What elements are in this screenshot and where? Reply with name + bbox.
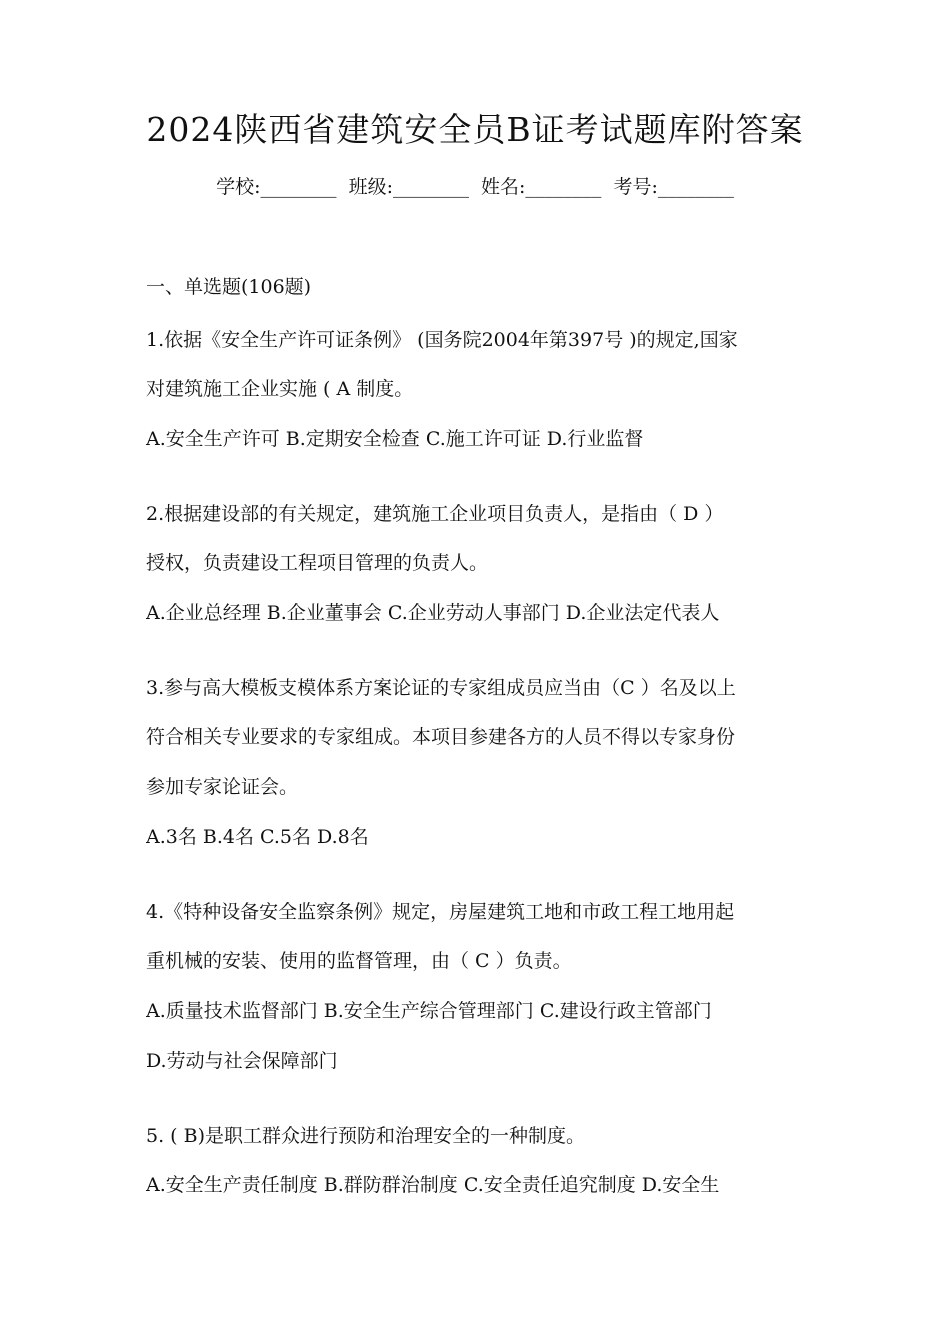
question-3-stem-line-3: 参加专家论证会。 [146, 776, 299, 798]
question-1-stem-line-2: 对建筑施工企业实施 ( A 制度。 [146, 378, 414, 400]
question-1-stem-line-1: 1.依据《安全生产许可证条例》 (国务院2004年第397号 )的规定,国家 [146, 329, 738, 351]
question-4-options-line-2: D.劳动与社会保障部门 [146, 1050, 338, 1072]
question-2-stem-line-2: 授权，负责建设工程项目管理的负责人。 [146, 552, 489, 574]
question-1-options: A.安全生产许可 B.定期安全检查 C.施工许可证 D.行业监督 [146, 428, 644, 450]
question-3-stem-line-1: 3.参与高大模板支模体系方案论证的专家组成员应当由（C ）名及以上 [146, 677, 736, 699]
question-4-stem-line-2: 重机械的安装、使用的监督管理，由（ C ）负责。 [146, 950, 572, 972]
question-4-options-line-1: A.质量技术监督部门 B.安全生产综合管理部门 C.建设行政主管部门 [146, 1000, 712, 1022]
question-4-stem-line-1: 4.《特种设备安全监察条例》规定，房屋建筑工地和市政工程工地用起 [146, 901, 735, 923]
question-5-stem: 5. ( B)是职工群众进行预防和治理安全的一种制度。 [146, 1125, 585, 1147]
exam-number-field: 考号:________ [613, 176, 734, 198]
school-field: 学校:________ [216, 176, 337, 198]
question-3-stem-line-2: 符合相关专业要求的专家组成。本项目参建各方的人员不得以专家身份 [146, 726, 736, 748]
student-info-row [0, 172, 950, 199]
question-2-options: A.企业总经理 B.企业董事会 C.企业劳动人事部门 D.企业法定代表人 [146, 602, 720, 624]
document-title: 2024陕西省建筑安全员B证考试题库附答案 [146, 110, 804, 149]
question-3-options: A.3名 B.4名 C.5名 D.8名 [146, 826, 369, 848]
section-heading: 一、单选题(106题) [146, 276, 312, 298]
class-field: 班级:________ [348, 176, 469, 198]
name-field: 姓名:________ [481, 176, 602, 198]
question-2-stem-line-1: 2.根据建设部的有关规定，建筑施工企业项目负责人，是指由（ D ） [146, 503, 724, 525]
question-5-options: A.安全生产责任制度 B.群防群治制度 C.安全责任追究制度 D.安全生 [146, 1174, 720, 1196]
